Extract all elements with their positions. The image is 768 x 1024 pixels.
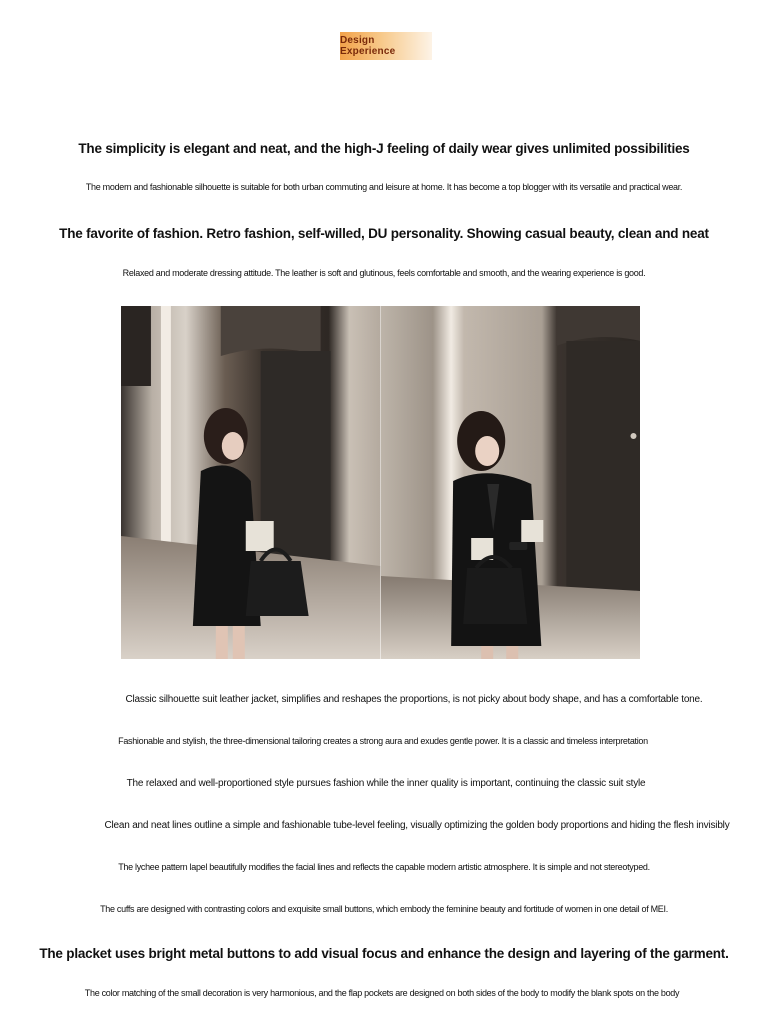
intro-heading-2: The favorite of fashion. Retro fashion, self-willed, DU personality. Showing casual beauty, clean and neat [59, 226, 709, 241]
detail-line-1: Classic silhouette suit leather jacket, simplifies and reshapes the proportions, is not picky about body shape, and has a comfortable tone. [125, 694, 703, 705]
photo-left-panel [121, 306, 381, 659]
photo-right-panel [381, 306, 641, 659]
badge-label: Design Experience [340, 35, 396, 57]
intro-text-1: The modern and fashionable silhouette is suitable for both urban commuting and leisure at home. It has become a top blogger with its versatile and practical wear. [85, 182, 683, 192]
detail-line-5: The lychee pattern lapel beautifully modifies the facial lines and reflects the capable modern artistic atmosphere. It is simple and not stereotyped. [118, 862, 650, 872]
product-photo [121, 306, 640, 659]
detail-line-4: Clean and neat lines outline a simple and fashionable tube-level feeling, visually optimizing the golden body proportions and hiding the flesh invisibly [104, 820, 730, 831]
detail-line-8: The color matching of the small decoration is very harmonious, and the flap pockets are designed on both sides of the body to modify the blank spots on the body [84, 988, 680, 998]
design-experience-badge [340, 32, 432, 60]
detail-line-3: The relaxed and well-proportioned style pursues fashion while the inner quality is important, continuing the classic suit style [126, 778, 646, 789]
intro-text-2: Relaxed and moderate dressing attitude. The leather is soft and glutinous, feels comfortable and smooth, and the wearing experience is good. [122, 268, 646, 278]
model-front-view-image [381, 306, 641, 659]
detail-line-6: The cuffs are designed with contrasting colors and exquisite small buttons, which embody the feminine beauty and fortitude of women in one detail of MEI. [100, 904, 668, 914]
detail-line-7: The placket uses bright metal buttons to add visual focus and enhance the design and layering of the garment. [39, 946, 729, 961]
intro-heading-1: The simplicity is elegant and neat, and the high-J feeling of daily wear gives unlimited possibilities [78, 141, 690, 156]
model-side-view-image [121, 306, 381, 659]
detail-line-2: Fashionable and stylish, the three-dimensional tailoring creates a strong aura and exudes gentle power. It is a classic and timeless interpretation [118, 736, 648, 746]
